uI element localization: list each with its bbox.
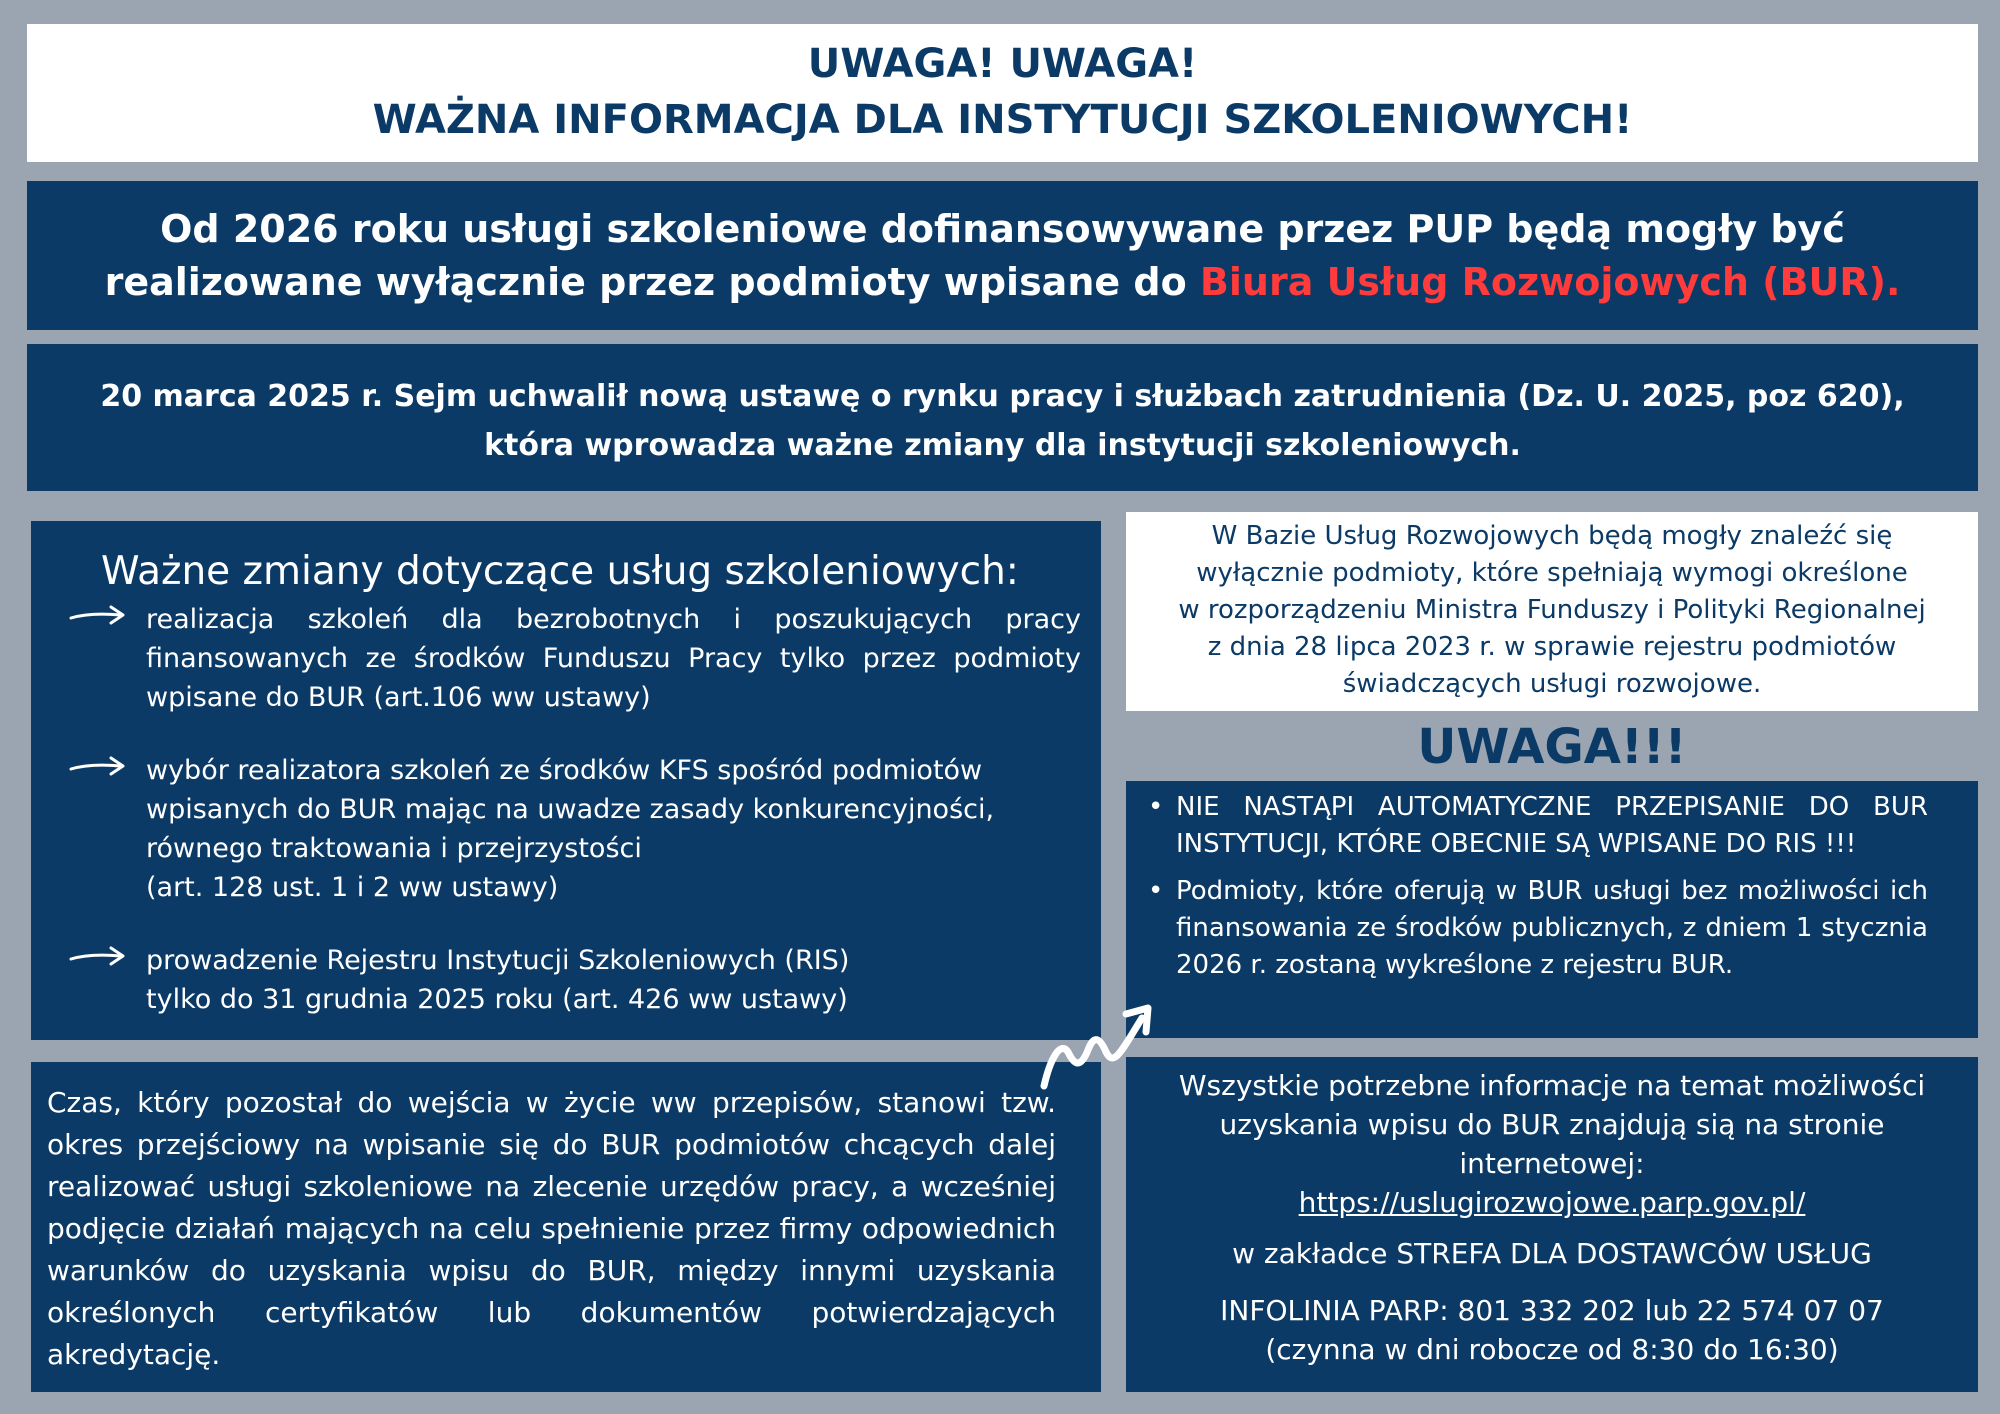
changes-title: Ważne zmiany dotyczące usług szkoleniowych: (101, 549, 1019, 594)
arrow-right-icon (69, 604, 127, 628)
bur-website-link[interactable]: https://uslugirozwojowe.parp.gov.pl/ (1298, 1186, 1806, 1219)
header-line-2: WAŻNA INFORMACJA DLA INSTYTUCJI SZKOLENIOWYCH! (372, 97, 1633, 143)
change-item-2-line-3: równego traktowania i przejrzystości (146, 833, 642, 864)
change-item-1-text: realizacja szkoleń dla bezrobotnych i poszukujących pracy finansowanych ze środków Funduszu Pracy tylko przez podmioty wpisane do BUR (art.106 ww ustawy) (146, 604, 1081, 713)
bazie-line-4: z dnia 28 lipca 2023 r. w sprawie rejestru podmiotów (1207, 632, 1897, 662)
bazie-line-3: w rozporządzeniu Ministra Funduszy i Polityki Regionalnej (1178, 595, 1926, 625)
banner-box (27, 181, 1978, 330)
change-item-3 (91, 941, 1081, 1019)
warning-item-2 (1146, 873, 1928, 984)
bullet-icon: • (1148, 792, 1164, 822)
bullet-icon: • (1148, 876, 1164, 906)
info-line-3: internetowej: (1459, 1147, 1645, 1180)
law-line-1: 20 marca 2025 r. Sejm uchwalił nową ustawę o rynku pracy i służbach zatrudnienia (Dz. U. 2025, poz 620), (100, 379, 1905, 414)
change-item-1 (91, 600, 1081, 717)
arrow-right-icon (69, 755, 127, 779)
warning-item-1 (1146, 789, 1928, 863)
header-line-1: UWAGA! UWAGA! (807, 41, 1198, 87)
info-line-1: Wszystkie potrzebne informacje na temat możliwości (1178, 1069, 1926, 1102)
uwaga-title: UWAGA!!! (1417, 719, 1687, 775)
bazie-line-1: W Bazie Usług Rozwojowych będą mogły znaleźć się (1211, 521, 1893, 551)
law-line-2: która wprowadza ważne zmiany dla instytucji szkoleniowych. (484, 428, 1521, 463)
info-infolinia: INFOLINIA PARP: 801 332 202 lub 22 574 07 07 (1220, 1294, 1884, 1327)
banner-line-1: Od 2026 roku usługi szkoleniowe dofinansowywane przez PUP będą mogły być (160, 207, 1845, 251)
info-hours: (czynna w dni robocze od 8:30 do 16:30) (1265, 1333, 1839, 1366)
warning-item-1-text: NIE NASTĄPI AUTOMATYCZNE PRZEPISANIE DO BUR INSTYTUCJI, KTÓRE OBECNIE SĄ WPISANE DO RIS !!! (1176, 792, 1928, 859)
warning-box (1126, 781, 1978, 1038)
changes-box (31, 521, 1101, 1040)
arrow-right-icon (69, 945, 127, 969)
info-zakladka: w zakładce STREFA DLA DOSTAWCÓW USŁUG (1232, 1237, 1872, 1270)
change-item-2 (91, 751, 1081, 907)
transition-text: Czas, który pozostał do wejścia w życie ww przepisów, stanowi tzw. okres przejściowy na wpisanie się do BUR podmiotów chcących dalej realizować usługi szkoleniowe na zlecenie urzędów pracy, a wcześniej podjęcie działań mających na celu spełnienie przez firmy odpowiednich warunków do uzyskania wpisu do BUR, między innymi uzyskania określonych certyfikatów lub dokumentów potwierdzających akredytację. (47, 1086, 1056, 1371)
bazie-line-2: wyłącznie podmioty, które spełniają wymogi określone (1196, 558, 1908, 588)
squiggle-arrow-icon (1030, 990, 1180, 1100)
bazie-line-5: świadczących usługi rozwojowe. (1342, 669, 1762, 699)
banner-line-2 (27, 256, 1978, 309)
change-item-3-line-2: tylko do 31 grudnia 2025 roku (art. 426 ww ustawy) (146, 984, 848, 1015)
transition-box (31, 1062, 1101, 1392)
header-box (27, 24, 1978, 162)
change-item-2-line-1: wybór realizatora szkoleń ze środków KFS spośród podmiotów (146, 755, 983, 786)
warning-item-2-text: Podmioty, które oferują w BUR usługi bez możliwości ich finansowania ze środków publicznych, z dniem 1 stycznia 2026 r. zostaną wykreślone z rejestru BUR. (1176, 876, 1928, 980)
bazie-box (1126, 512, 1978, 711)
info-line-2: uzyskania wpisu do BUR znajdują sią na stronie (1219, 1108, 1885, 1141)
change-item-2-line-4: (art. 128 ust. 1 i 2 ww ustawy) (146, 872, 559, 903)
change-item-3-line-1: prowadzenie Rejestru Instytucji Szkoleniowych (RIS) (146, 945, 850, 976)
info-box (1126, 1057, 1978, 1392)
bur-highlight: Biura Usług Rozwojowych (BUR). (1199, 260, 1901, 304)
banner-line-2-prefix: realizowane wyłącznie przez podmioty wpisane do (104, 260, 1200, 304)
change-item-2-line-2: wpisanych do BUR mając na uwadze zasady konkurencyjności, (146, 794, 995, 825)
law-box (27, 344, 1978, 491)
